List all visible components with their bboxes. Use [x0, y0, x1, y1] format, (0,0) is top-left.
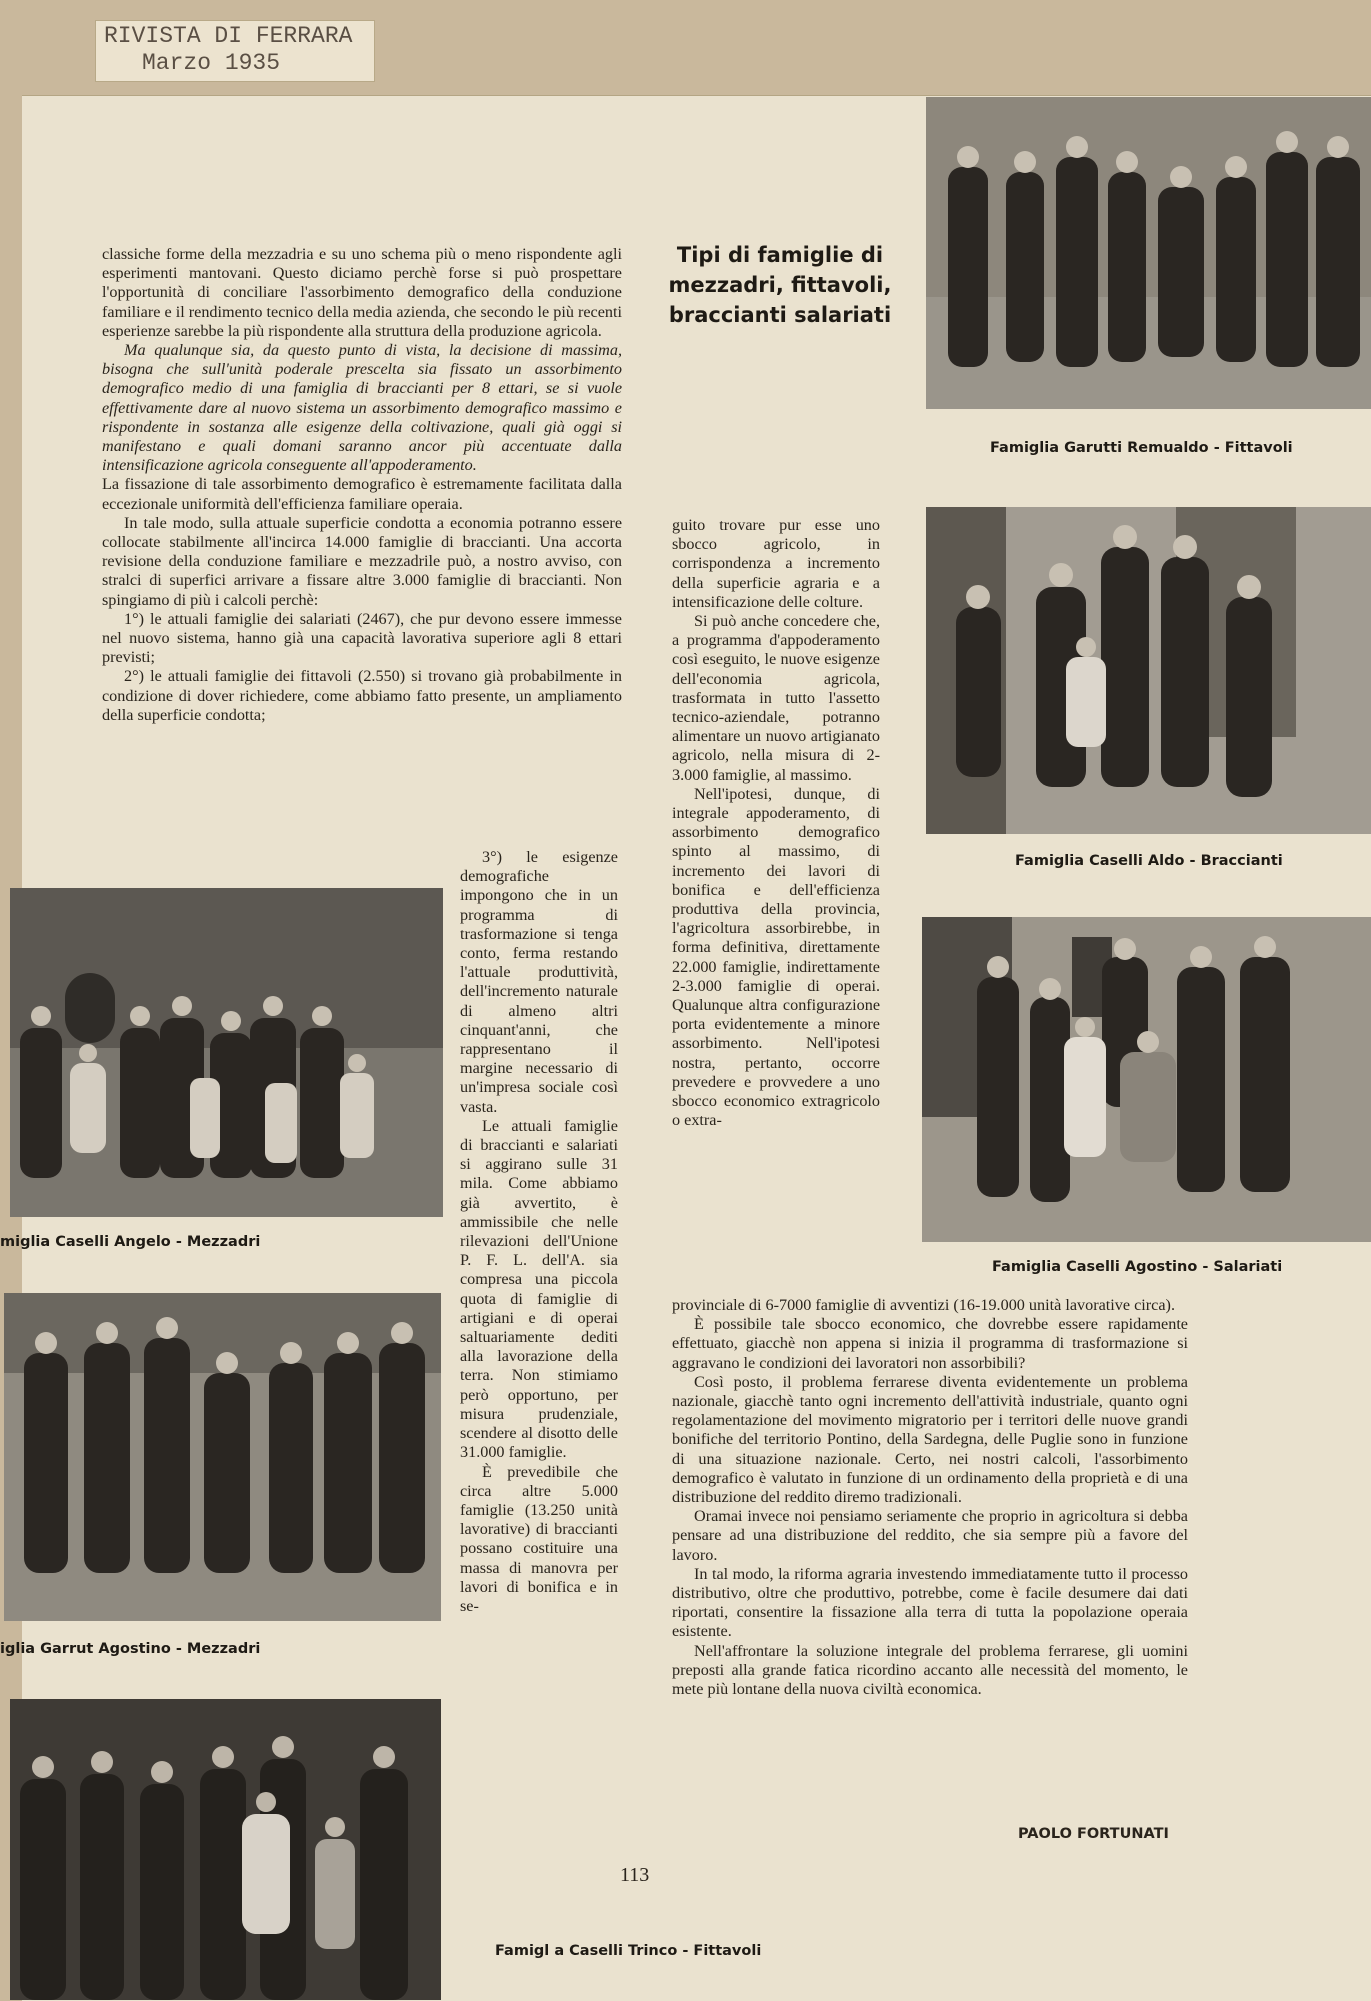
label-date: Marzo 1935	[142, 50, 281, 76]
col3-paragraph-3: Nell'ipotesi, dunque, di integrale appoderamento, di assorbimento demografico spinto al massimo, di incremento dei lavori di bonifica e dell'efficienza produttiva della provincia, l'agricoltura assorbirebbe, in forma definitiva, direttamente 22.000 famiglie, indirettamente 2-3.000 famiglie di operai. Qualunque altra configurazione porta evidentemente a minore assorbimento. Nell'ipotesi nostra, pertanto, occorre prevedere e provvedere a uno sbocco economico extragricolo o extra-	[672, 784, 880, 1130]
photo-caselli-angelo	[10, 888, 443, 1217]
column-1	[102, 245, 622, 725]
col2-paragraph-2: Le attuali famiglie di braccianti e salariati si aggirano sulle 31 mila. Come abbiamo già avvertito, è ammissibile che nelle rilevazioni dell'Unione P. F. L. dell'A. sia compresa una piccola quota di famiglie di artigiani e di operai saltuariamente dediti alla lavorazione della terra. Non stimiamo però opportuno, per misura prudenziale, scendere al disotto delle 31.000 famiglie.	[460, 1116, 618, 1462]
col1-paragraph-3: In tale modo, sulla attuale superficie condotta a economia potranno essere collocate stabilmente all'incirca 14.000 famiglie di braccianti. Una accorta revisione della conduzione familiare e mezzadrile può, a nostro avviso, con stralci di superfici arrivare a fissare altre 3.000 famiglie di braccianti. Non spingiamo di più i calcoli perchè:	[102, 513, 622, 609]
photo-caselli-agostino	[922, 917, 1371, 1242]
wide-paragraph-4: Oramai invece noi pensiamo seriamente che proprio in agricoltura si debba pensare ad una distribuzione del reddito, che sia sempre più a favore del lavoro.	[672, 1507, 1188, 1564]
caption-caselli-agostino: Famiglia Caselli Agostino - Salariati	[992, 1259, 1283, 1275]
caption-caselli-trinco: Famigl a Caselli Trinco - Fittavoli	[495, 1943, 762, 1959]
wide-paragraph-5: In tal modo, la riforma agraria investendo immediatamente tutto il processo distributivo, oltre che produttivo, potrebbe, come è facile desumere dai dati riportati, consentire la fissazione alla terra di tutta la popolazione operaia esistente.	[672, 1564, 1188, 1641]
col1-paragraph-2: Ma qualunque sia, da questo punto di vista, la decisione di massima, bisogna che sull'unità poderale prescelta sia fissato un assorbimento demografico medio di una famiglia di braccianti per 8 ettari, se si vuole effettivamente dare al nuovo sistema un assorbimento demografico massimo e rispondente in sostanza alle esigenze della coltivazione, quali già oggi si manifestano e quali domani saranno ancor più accentuate dalla intensificazione agricola conseguente all'appoderamento.	[102, 341, 622, 475]
wide-paragraph-6: Nell'affrontare la soluzione integrale del problema ferrarese, gli uomini preposti alla grande fatica ricordino accanto alle necessità del momento, le mete più lontane della nuova civiltà economica.	[672, 1641, 1188, 1699]
col1-paragraph-1: classiche forme della mezzadria e su uno schema più o meno rispondente agli esperimenti mantovani. Questo diciamo perchè forse si può prospettare l'opportunità di conciliare l'assorbimento demografico della conduzione familiare e il rendimento tecnico della media azienda, che secondo le più recenti esperienze sarebbe la più rispondente alla struttura della produzione agricola.	[102, 245, 623, 340]
caption-garruti-agostino: iglia Garrut Agostino - Mezzadri	[0, 1641, 261, 1657]
label-journal: RIVISTA DI FERRARA	[104, 23, 353, 49]
photo-garruti-agostino	[4, 1293, 441, 1621]
column-3	[672, 516, 880, 1131]
photo-caselli-trinco	[10, 1699, 441, 2000]
col1-paragraph-4: 1°) le attuali famiglie dei salariati (2467), che pur devono essere immesse nel nuovo sistema, hanno già una capacità lavorativa superiore agli 8 ettari previsti;	[102, 609, 622, 667]
caption-garutti-remualdo: Famiglia Garutti Remualdo - Fittavoli	[990, 440, 1293, 456]
photo-garutti-remualdo	[926, 97, 1371, 409]
col1-paragraph-2b: La fissazione di tale assorbimento demografico è estremamente facilitata dalla eccezionale uniformità dell'efficienza familiare operaia.	[102, 475, 622, 513]
col3-paragraph-1: guito trovare pur esse uno sbocco agricolo, in corrispondenza a incremento della superficie agraria e a intensificazione delle colture.	[672, 516, 880, 611]
col2-paragraph-1: 3°) le esigenze demografiche impongono che in un programma di trasformazione si tenga conto, ferma restando l'attuale produttività, dell'incremento naturale di almeno altri cinquant'anni, che rappresentano il margine necessario di un'impresa sociale così vasta.	[460, 848, 618, 1116]
photo-caselli-aldo	[926, 507, 1371, 834]
column-wide	[672, 1296, 1188, 1699]
caption-caselli-angelo: miglia Caselli Angelo - Mezzadri	[0, 1234, 261, 1250]
page-number: 113	[620, 1864, 650, 1886]
col1-paragraph-5: 2°) le attuali famiglie dei fittavoli (2.550) si trovano già probabilmente in condizione di dover richiedere, come abbiamo fatto presente, un ampliamento della superficie condotta;	[102, 667, 622, 724]
wide-paragraph-3: Così posto, il problema ferrarese diventa evidentemente un problema nazionale, giacchè tanto ogni incremento dell'attività industriale, quanto ogni regolamentazione del movimento migratorio per i territori delle nuove grandi bonifiche del territorio Pontino, della Sardegna, delle Puglie sono in funzione di una situazione nazionale. Certo, nei nostri calcoli, l'assorbimento demografico è valutato in funzione di un ordinamento della proprietà e di una distribuzione del reddito diremo tradizionali.	[672, 1372, 1188, 1507]
wide-paragraph-2: È possibile tale sbocco economico, che dovrebbe essere rapidamente effettuato, giacchè non appena si inizia il programma di trasformazione si aggravano le condizioni dei lavoratori non assorbibili?	[672, 1315, 1188, 1372]
col3-paragraph-2: Si può anche concedere che, a programma d'appoderamento così eseguito, le nuove esigenze dell'economia agricola, trasformata in tutto l'assetto tecnico-aziendale, potranno alimentare un nuovo artigianato agricolo, nella misura di 2-3.000 famiglie, al massimo.	[672, 612, 880, 784]
col2-paragraph-3: È prevedibile che circa altre 5.000 famiglie (13.250 unità lavorative) di braccianti possano costituire una massa di manovra per lavori di bonifica e in se-	[460, 1462, 618, 1615]
archive-label	[95, 20, 375, 82]
caption-caselli-aldo: Famiglia Caselli Aldo - Braccianti	[1015, 853, 1283, 869]
column-2	[460, 848, 618, 1616]
wide-paragraph-1: provinciale di 6-7000 famiglie di avventizi (16-19.000 unità lavorative circa).	[672, 1296, 1175, 1314]
article-heading: Tipi di famiglie di mezzadri, fittavoli, braccianti salariati	[668, 243, 892, 327]
author-signature: PAOLO FORTUNATI	[1018, 1826, 1169, 1842]
